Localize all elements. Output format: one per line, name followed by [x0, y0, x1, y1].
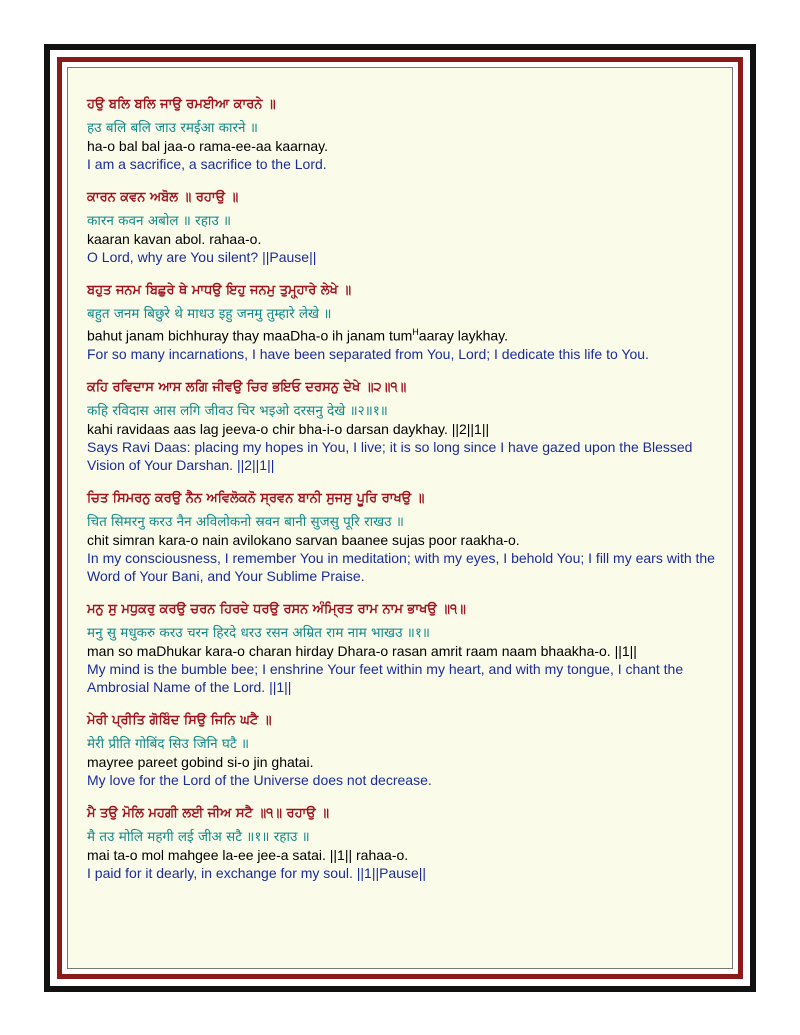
- devanagari-line: कहि रविदास आस लगि जीवउ चिर भइओ दरसनु देखे ॥२॥१॥: [87, 402, 388, 419]
- transliteration-line: man so maDhukar kara-o charan hirday Dhara-o rasan amrit raam naam bhaakha-o. ||1||: [87, 642, 637, 659]
- gurmukhi-line: ਚਿਤ ਸਿਮਰਨੁ ਕਰਉ ਨੈਨ ਅਵਿਲੋਕਨੋ ਸ੍ਰਵਨ ਬਾਨੀ ਸੁਜਸੁ ਪੂਰਿ ਰਾਖਉ ॥: [87, 490, 425, 506]
- gurmukhi-line: ਮੈ ਤਉ ਮੋਲਿ ਮਹਗੀ ਲਈ ਜੀਅ ਸਟੈ ॥੧॥ ਰਹਾਉ ॥: [87, 805, 329, 821]
- verse-block: [87, 95, 717, 173]
- verse-list: [87, 95, 717, 897]
- verse-block: [87, 489, 717, 585]
- transliteration-line: ha-o bal bal jaa-o rama-ee-aa kaarnay.: [87, 138, 328, 154]
- transliteration-line: [87, 324, 717, 345]
- transliteration-superscript: H: [412, 327, 419, 337]
- devanagari-line: मै तउ मोलि महगी लई जीअ सटै ॥१॥ रहाउ ॥: [87, 828, 310, 845]
- gurmukhi-line: ਕਹਿ ਰਵਿਦਾਸ ਆਸ ਲਗਿ ਜੀਵਉ ਚਿਰ ਭਇਓ ਦਰਸਨੁ ਦੇਖੇ ॥੨॥੧॥: [87, 379, 407, 395]
- english-translation: Says Ravi Daas: placing my hopes in You, I live; it is so long since I have gazed upon the Blessed Vision of Your Darshan. ||2||1||: [87, 438, 693, 473]
- transliteration-text: aaray laykhay.: [418, 327, 509, 344]
- transliteration-line: kahi ravidaas aas lag jeeva-o chir bha-i-o darsan daykhay. ||2||1||: [87, 420, 490, 437]
- verse-block: [87, 600, 717, 696]
- english-translation: I paid for it dearly, in exchange for my soul. ||1||Pause||: [87, 864, 427, 881]
- english-translation: In my consciousness, I remember You in meditation; with my eyes, I behold You; I fill my ears with the Word of Your Bani, and Your Sublime Praise.: [87, 549, 715, 584]
- english-translation: O Lord, why are You silent? ||Pause||: [87, 249, 317, 265]
- gurmukhi-line: ਬਹੁਤ ਜਨਮ ਬਿਛੁਰੇ ਥੇ ਮਾਧਉ ਇਹੁ ਜਨਮੁ ਤੁਮ੍ਹ੍ਹਾਰੇ ਲੇਖੇ ॥: [87, 283, 352, 298]
- devanagari-line: हउ बलि बलि जाउ रमईआ कारने ॥: [87, 120, 258, 136]
- devanagari-line: कारन कवन अबोल ॥ रहाउ ॥: [87, 213, 232, 229]
- gurmukhi-line: ਮੇਰੀ ਪ੍ਰੀਤਿ ਗੋਬਿੰਦ ਸਿਉ ਜਿਨਿ ਘਟੈ ॥: [87, 712, 272, 728]
- english-translation: For so many incarnations, I have been separated from You, Lord; I dedicate this life to You.: [87, 345, 649, 362]
- verse-block: [87, 711, 717, 789]
- english-translation: I am a sacrifice, a sacrifice to the Lord.: [87, 156, 327, 172]
- transliteration-line: mayree pareet gobind si-o jin ghatai.: [87, 753, 314, 770]
- gurmukhi-line: ਕਾਰਨ ਕਵਨ ਅਬੋਲ ॥ ਰਹਾਉ ॥: [87, 190, 239, 205]
- devanagari-line: मनु सु मधुकरु करउ चरन हिरदे धरउ रसन अम्रित राम नाम भाखउ ॥१॥: [87, 624, 430, 641]
- transliteration-line: chit simran kara-o nain avilokano sarvan baanee sujas poor raakha-o.: [87, 531, 520, 548]
- english-translation: My love for the Lord of the Universe does not decrease.: [87, 771, 432, 788]
- transliteration-line: mai ta-o mol mahgee la-ee jee-a satai. ||1|| rahaa-o.: [87, 846, 409, 863]
- devanagari-line: चित सिमरनु करउ नैन अविलोकनो स्रवन बानी सुजसु पूरि राखउ ॥: [87, 513, 404, 530]
- devanagari-line: बहुत जनम बिछुरे थे माधउ इहु जनमु तुम्हारे लेखे ॥: [87, 306, 332, 322]
- gurmukhi-line: ਮਨੁ ਸੁ ਮਧੁਕਰੁ ਕਰਉ ਚਰਨ ਹਿਰਦੇ ਧਰਉ ਰਸਨ ਅੰਮ੍ਰਿਤ ਰਾਮ ਨਾਮ ਭਾਖਉ ॥੧॥: [87, 601, 466, 617]
- transliteration-text: bahut janam bichhuray thay maaDha-o ih janam tum: [87, 327, 413, 344]
- gurmukhi-line: ਹਉ ਬਲਿ ਬਲਿ ਜਾਉ ਰਮਈਆ ਕਾਰਨੇ ॥: [87, 97, 276, 112]
- verse-block: [87, 188, 717, 266]
- verse-block: [87, 378, 717, 474]
- devanagari-line: मेरी प्रीति गोबिंद सिउ जिनि घटै ॥: [87, 735, 250, 752]
- verse-block: [87, 804, 717, 882]
- verse-block: [87, 281, 717, 363]
- english-translation: My mind is the bumble bee; I enshrine Your feet within my heart, and with my tongue, I chant the Ambrosial Name of the Lord. ||1||: [87, 660, 684, 695]
- transliteration-line: kaaran kavan abol. rahaa-o.: [87, 231, 262, 247]
